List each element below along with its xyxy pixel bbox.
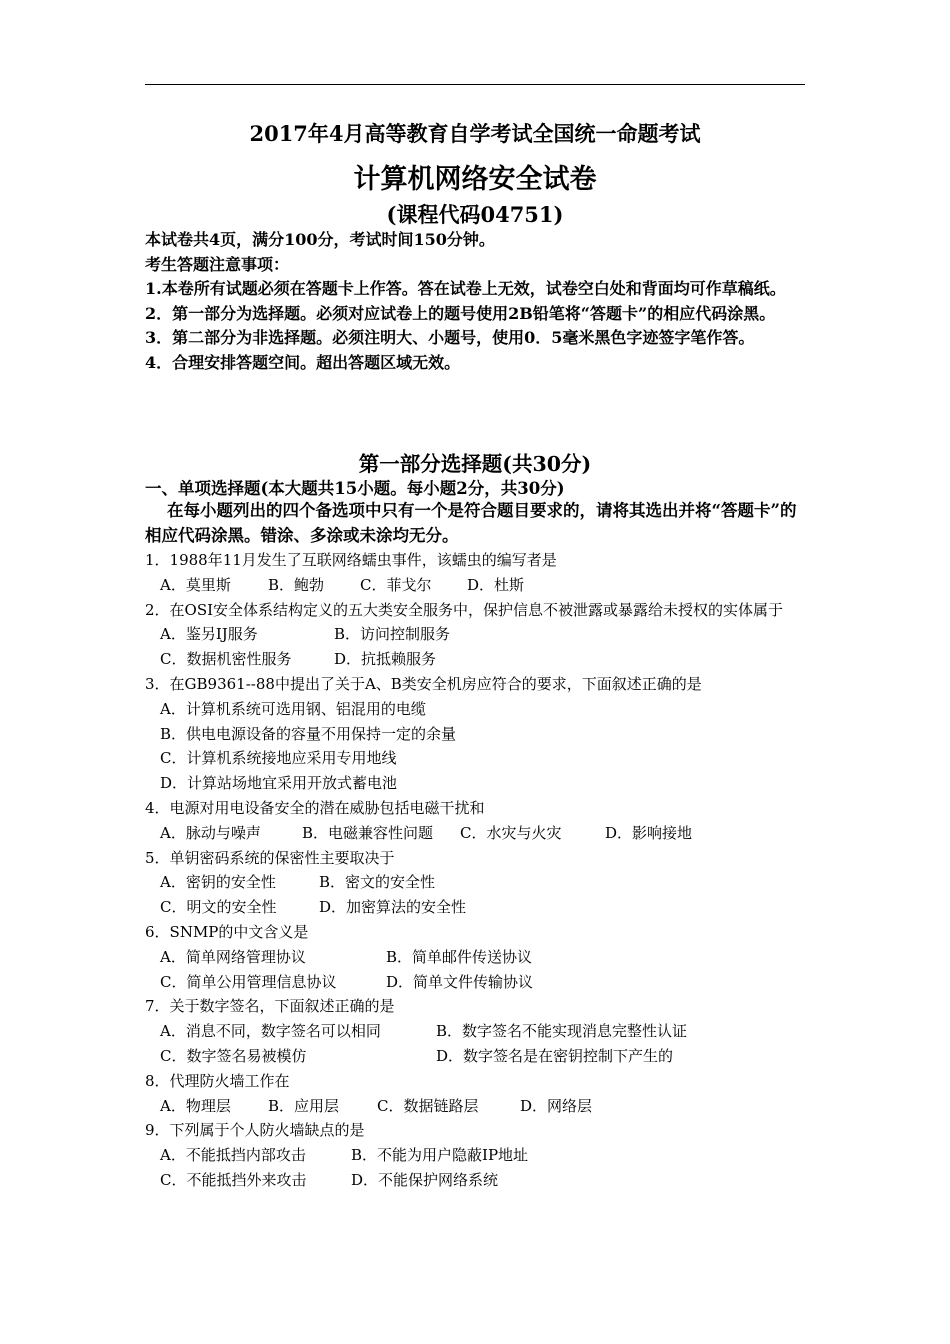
option: D．加密算法的安全性 <box>319 898 467 917</box>
option-row <box>145 1044 810 1069</box>
question-stem: 3．在GB9361--88中提出了关于A、B类安全机房应符合的要求，下面叙述正确的是 <box>145 674 702 693</box>
section-instruction: 在每小题列出的四个备选项中只有一个是符合题目要求的，请将其选出并将“答题卡”的相应代码涂黑。错涂、多涂或未涂均无分。 <box>145 501 797 545</box>
option: D．抗抵赖服务 <box>334 650 437 669</box>
option-row <box>145 1168 810 1193</box>
question-stem: 8．代理防火墙工作在 <box>145 1071 290 1090</box>
option-row <box>145 1143 810 1168</box>
option: C．不能抵挡外来攻击 <box>160 1170 307 1189</box>
option-row <box>145 771 810 796</box>
option: B．供电电源设备的容量不用保持一定的余量 <box>160 724 457 743</box>
notice-title: 考生答题注意事项： <box>145 254 290 274</box>
section-title: 一、单项选择题(本大题共15小题。每小题2分，共30分) <box>145 479 565 498</box>
option-row <box>145 870 810 895</box>
question-stem: 4．电源对用电设备安全的潜在威胁包括电磁干扰和 <box>145 798 485 817</box>
notice-item: 3．第二部分为非选择题。必须注明大、小题号，使用0．5毫米黑色字迹签字笔作答。 <box>145 328 755 347</box>
option: A．物理层 <box>160 1096 231 1115</box>
question-stem: 2．在OSI安全体系结构定义的五大类安全服务中，保护信息不被泄露或暴露给未授权的实体属于 <box>145 600 784 619</box>
exam-instructions <box>145 228 810 375</box>
option-row <box>145 697 810 722</box>
question-stem: 1．1988年11月发生了互联网络蠕虫事件，该蠕虫的编写者是 <box>145 551 557 569</box>
option: C．数字签名易被模仿 <box>160 1046 307 1065</box>
question-stem: 9．下列属于个人防火墙缺点的是 <box>145 1121 365 1140</box>
option: B．数字签名不能实现消息完整性认证 <box>436 1022 688 1041</box>
option: B．鲍勃 <box>268 575 325 594</box>
option: A．莫里斯 <box>160 575 231 594</box>
question-list <box>145 548 810 1193</box>
option-row <box>145 1019 810 1044</box>
option: B．电磁兼容性问题 <box>302 823 434 842</box>
option: C．明文的安全性 <box>160 898 277 917</box>
option-row <box>145 746 810 771</box>
option: C．数据链路层 <box>377 1096 479 1115</box>
option: B．不能为用户隐蔽IP地址 <box>351 1146 529 1165</box>
notice-item: 4．合理安排答题空间。超出答题区域无效。 <box>145 352 461 372</box>
exam-title: 计算机网络安全试卷 <box>353 164 597 195</box>
question-stem: 7．关于数字签名，下面叙述正确的是 <box>145 997 395 1016</box>
option: D．数字签名是在密钥控制下产生的 <box>436 1046 674 1065</box>
option-row <box>145 573 810 598</box>
option: D．不能保护网络系统 <box>351 1170 499 1189</box>
option: A．鉴另IJ服务 <box>160 625 258 644</box>
option: A．计算机系统可选用钢、铝混用的电缆 <box>160 699 426 718</box>
notice-item: 2．第一部分为选择题。必须对应试卷上的题号使用2B铅笔将“答题卡”的相应代码涂黑。 <box>145 303 776 323</box>
option: B．应用层 <box>268 1096 340 1115</box>
option: D．影响接地 <box>605 823 693 842</box>
notice-item: 1.本卷所有试题必须在答题卡上作答。答在试卷上无效，试卷空白处和背面均可作草稿纸。 <box>145 279 786 298</box>
option: A．消息不同，数字签名可以相同 <box>160 1022 381 1041</box>
option: C．菲戈尔 <box>360 575 432 594</box>
question-stem: 5．单钥密码系统的保密性主要取决于 <box>145 848 395 867</box>
option: C．水灾与火灾 <box>460 823 562 842</box>
option: C．计算机系统接地应采用专用地线 <box>160 749 397 768</box>
option-row <box>145 945 810 970</box>
option: A．不能抵挡内部攻击 <box>160 1146 306 1165</box>
option-row <box>145 895 810 920</box>
option: D．网络层 <box>520 1096 593 1115</box>
option: A．脉动与噪声 <box>160 823 261 842</box>
exam-header: 2017年4月高等教育自学考试全国统一命题考试 <box>249 121 701 146</box>
option: D．计算站场地宜采用开放式蓄电池 <box>160 774 398 793</box>
option-row <box>145 622 810 647</box>
option: B．密文的安全性 <box>319 873 436 892</box>
option-row <box>145 970 810 995</box>
option-row <box>145 1094 810 1119</box>
option: C．数据机密性服务 <box>160 650 292 669</box>
option: C．简单公用管理信息协议 <box>160 972 337 991</box>
option: D．杜斯 <box>467 575 525 594</box>
part-title: 第一部分选择题(共30分) <box>358 452 592 476</box>
option-row <box>145 722 810 747</box>
option: D．简单文件传输协议 <box>386 972 534 991</box>
option-row <box>145 647 810 672</box>
option-row <box>145 821 810 846</box>
option: A．密钥的安全性 <box>160 873 276 892</box>
header-rule <box>145 84 805 85</box>
question-stem: 6．SNMP的中文含义是 <box>145 922 309 941</box>
option: A．简单网络管理协议 <box>160 947 306 966</box>
course-code: (课程代码04751) <box>386 202 564 227</box>
exam-summary: 本试卷共4页，满分100分，考试时间150分钟。 <box>145 230 495 249</box>
option: B．简单邮件传送协议 <box>386 947 533 966</box>
option: B．访问控制服务 <box>334 625 451 644</box>
